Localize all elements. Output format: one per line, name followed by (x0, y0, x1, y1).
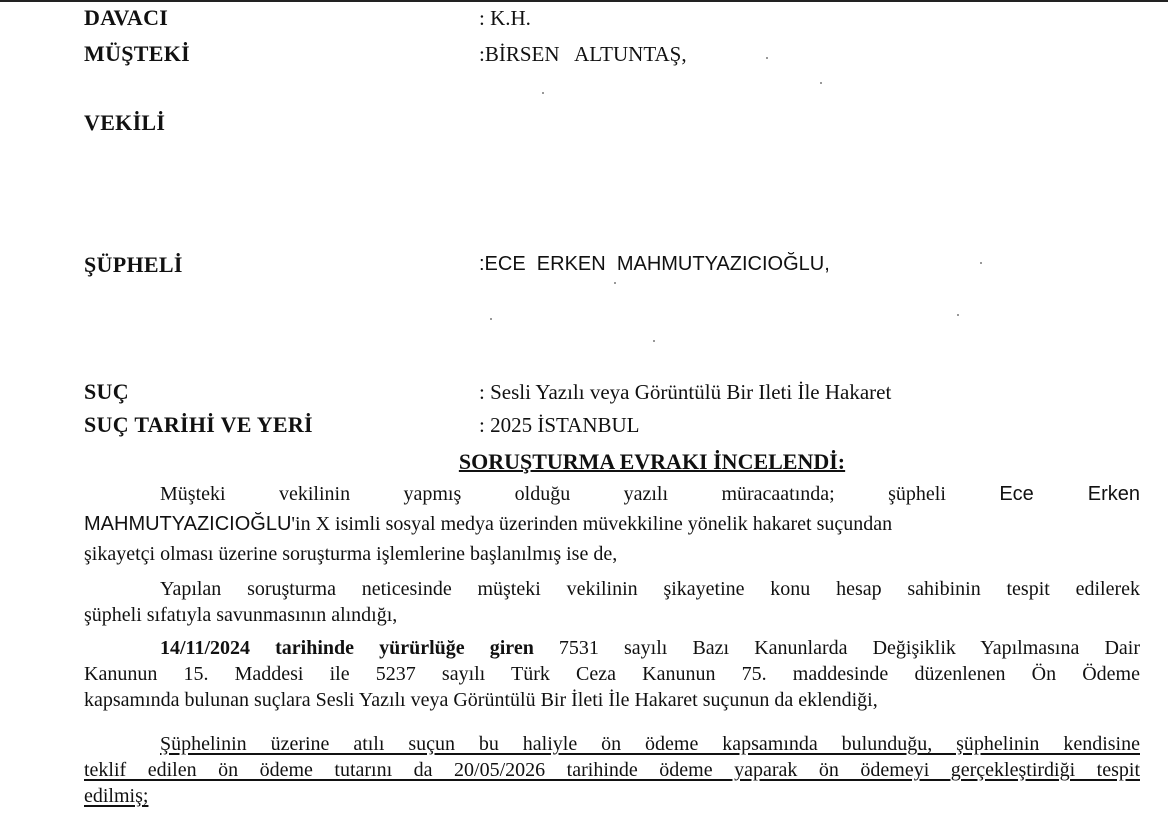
suc-value: : Sesli Yazılı veya Görüntülü Bir Ileti İle Hakaret (479, 380, 892, 404)
p1-line3: şikayetçi olması üzerine soruşturma işlemlerine başlanılmış ise de, (84, 543, 618, 565)
p4-line2: teklif edilen ön ödeme tutarını da 20/05/2026 tarihinde ödeme yaparak ön ödemeyi gerçekleştirdiği tespit (84, 759, 1140, 781)
musteki-label: MÜŞTEKİ (84, 41, 191, 66)
redaction-speck (766, 57, 768, 59)
p1-line2: MAHMUTYAZICIOĞLU'in X isimli sosyal medya üzerinden müvekkiline yönelik hakaret suçundan (84, 513, 893, 535)
davaci-label: DAVACI (84, 5, 169, 30)
p3-line1: 14/11/2024 tarihinde yürürlüğe giren 7531 sayılı Bazı Kanunlarda Değişiklik Yapılmasına Dair (160, 637, 1140, 659)
suc-label: SUÇ (84, 379, 129, 404)
supheli-value: :ECE ERKEN MAHMUTYAZICIOĞLU, (479, 253, 830, 275)
p3-line3: kapsamında bulunan suçlara Sesli Yazılı veya Görüntülü Bir İleti İle Hakaret suçunun da eklendiği, (84, 689, 878, 711)
redaction-speck (653, 340, 655, 342)
redaction-speck (614, 282, 616, 284)
musteki-value: :BİRSEN ALTUNTAŞ, (479, 42, 687, 66)
section-heading: SORUŞTURMA EVRAKI İNCELENDİ: (458, 449, 846, 474)
redaction-speck (820, 82, 822, 84)
redaction-speck (542, 92, 544, 94)
suc-tarihi-value: : 2025 İSTANBUL (479, 413, 640, 437)
redaction-speck (490, 318, 492, 320)
p1-line1: Müşteki vekilinin yapmış olduğu yazılı müracaatında; şüpheli Ece Erken (160, 483, 1141, 505)
p4-line1: Şüphelinin üzerine atılı suçun bu haliyle ön ödeme kapsamında bulunduğu, şüphelinin kendisine (160, 733, 1140, 755)
p2-line2: şüpheli sıfatıyla savunmasının alındığı, (84, 604, 398, 626)
redaction-speck (980, 262, 982, 264)
suc-tarihi-label: SUÇ TARİHİ VE YERİ (84, 412, 313, 437)
p4-line3: edilmiş; (84, 785, 149, 807)
vekili-label: VEKİLİ (84, 110, 166, 135)
davaci-value: : K.H. (479, 6, 531, 30)
top-rule (0, 0, 1168, 2)
p2-line1: Yapılan soruşturma neticesinde müşteki vekilinin şikayetine konu hesap sahibinin tespit edilerek (160, 578, 1140, 600)
redaction-speck (957, 314, 959, 316)
p3-line2: Kanunun 15. Maddesi ile 5237 sayılı Türk Ceza Kanunun 75. maddesinde düzenlenen Ön Ödeme (84, 663, 1140, 685)
supheli-label: ŞÜPHELİ (84, 252, 183, 277)
